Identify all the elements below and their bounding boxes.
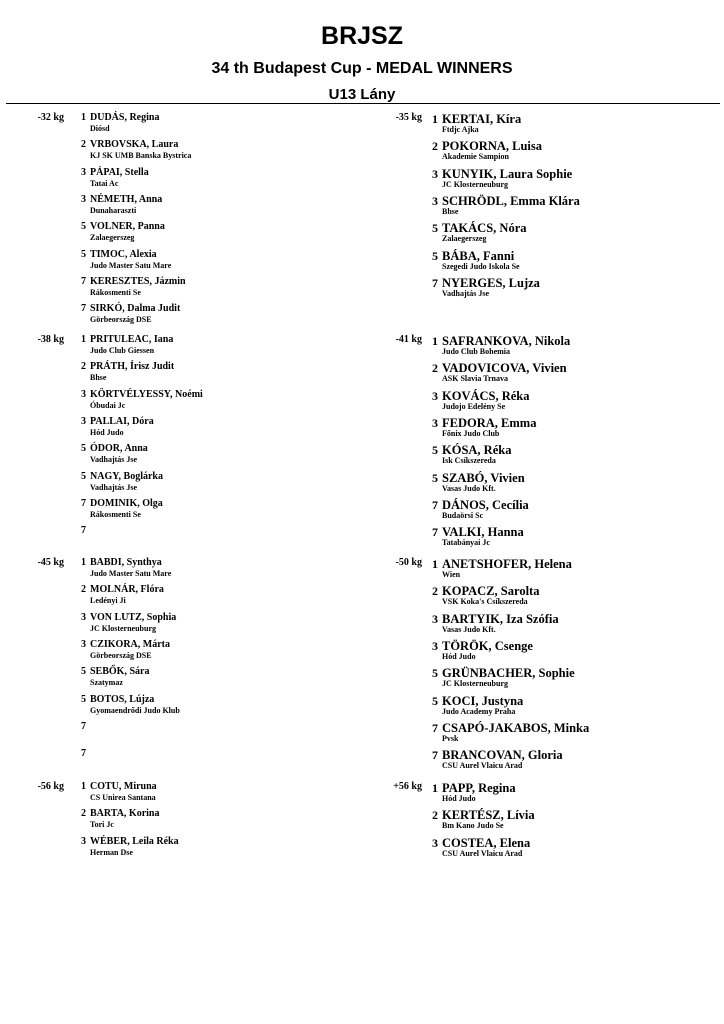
club-name: JC Klosterneuburg: [90, 623, 156, 633]
athlete-name: KÖRTVÉLYESSY, Noémi: [90, 388, 203, 400]
club-name: KJ SK UMB Banska Bystrica: [90, 151, 192, 161]
placement: 3: [432, 835, 438, 850]
placement: 5: [432, 443, 438, 458]
placement: 5: [432, 693, 438, 708]
club-name: Hód Judo: [442, 651, 476, 661]
weight-category: -38 kg: [37, 334, 64, 345]
placement: 1: [81, 334, 86, 345]
club-name: Tatai Ac: [90, 178, 119, 188]
club-name: Tori Jc: [90, 820, 114, 830]
athlete-name: COSTEA, Elena: [442, 835, 531, 850]
athlete-name: VALKI, Hanna: [442, 525, 524, 540]
placement: 2: [81, 808, 86, 820]
placement: 5: [432, 666, 438, 681]
placement: 3: [81, 166, 86, 178]
club-name: Bhse: [442, 206, 459, 216]
club-name: Judojo Edelény Se: [442, 401, 506, 411]
athlete-name: KUNYIK, Laura Sophie: [442, 166, 573, 181]
club-name: Rákosmenti Se: [90, 509, 141, 519]
athlete-name: BABDI, Synthya: [90, 557, 162, 568]
club-name: Judo Master Satu Mare: [90, 569, 172, 578]
placement: 3: [81, 835, 86, 847]
placement: 5: [432, 248, 438, 263]
athlete-name: VON LUTZ, Sophia: [90, 611, 177, 623]
athlete-name: KOCI, Justyna: [442, 693, 524, 708]
club-name: Diósd: [90, 124, 110, 133]
club-name: Akademie Sampion: [442, 152, 509, 162]
athlete-name: BRANCOVAN, Gloria: [442, 748, 563, 763]
club-name: Ledényi Ji: [90, 596, 126, 606]
club-name: Főnix Judo Club: [442, 428, 500, 438]
athlete-name: PAPP, Regina: [442, 781, 516, 795]
athlete-name: ÓDOR, Anna: [90, 443, 148, 455]
athlete-name: PRITULEAC, Iana: [90, 334, 174, 345]
athlete-name: PRÁTH, Írisz Judit: [90, 361, 175, 373]
athlete-name: VADOVICOVA, Vivien: [442, 361, 567, 376]
placement: 5: [81, 470, 86, 482]
placement: 5: [81, 443, 86, 455]
club-name: Szegedi Judo Iskola Se: [442, 261, 520, 271]
club-name: Vasas Judo Kft.: [442, 483, 496, 493]
placement: 3: [81, 415, 86, 427]
placement: 3: [432, 388, 438, 403]
club-name: Szatymaz: [90, 678, 123, 688]
placement: 3: [432, 638, 438, 653]
club-name: Tatabányai Jc: [442, 538, 490, 548]
placement: 3: [81, 388, 86, 400]
placement: 3: [81, 193, 86, 205]
weight-category: -32 kg: [37, 112, 64, 123]
placement: 7: [432, 525, 438, 540]
athlete-name: TIMOC, Alexia: [90, 248, 157, 260]
club-name: Vadhajtás Jse: [90, 482, 138, 492]
athlete-name: WÉBER, Leila Réka: [90, 835, 179, 847]
athlete-name: VRBOVSKA, Laura: [90, 139, 179, 151]
club-name: Herman Dse: [90, 847, 133, 857]
club-name: CSU Aurel Vlaicu Arad: [442, 761, 523, 771]
club-name: Gyomaendrődi Judo Klub: [90, 705, 180, 715]
placement: 5: [432, 221, 438, 236]
club-name: Hód Judo: [90, 427, 124, 437]
athlete-name: NYERGES, Lujza: [442, 275, 540, 290]
placement: 2: [81, 139, 86, 151]
page-subtitle: 34 th Budapest Cup - MEDAL WINNERS: [211, 60, 513, 77]
athlete-name: TAKÁCS, Nóra: [442, 221, 527, 236]
placement: 5: [432, 470, 438, 485]
athlete-name: SAFRANKOVA, Nikola: [442, 334, 571, 348]
athlete-name: KOPACZ, Sarolta: [442, 584, 540, 599]
athlete-name: BÁBA, Fanni: [442, 248, 515, 263]
athlete-name: DUDÁS, Regina: [90, 112, 160, 123]
placement: 7: [81, 748, 86, 760]
club-name: Judo Academy Praha: [442, 706, 516, 716]
placement: 1: [432, 781, 438, 795]
page-title: BRJSZ: [321, 22, 403, 50]
club-name: Pvsk: [442, 733, 459, 743]
weight-category: -35 kg: [395, 112, 422, 123]
placement: 5: [81, 221, 86, 233]
placement: 1: [432, 557, 438, 571]
club-name: Óbudai Jc: [90, 400, 126, 410]
header-divider: [6, 103, 720, 104]
club-name: Judo Club Giessen: [90, 346, 155, 355]
club-name: Hód Judo: [442, 794, 476, 803]
athlete-name: KÓSA, Réka: [442, 443, 512, 458]
athlete-name: PÁPAI, Stella: [90, 166, 149, 178]
placement: 7: [432, 720, 438, 735]
club-name: Judo Master Satu Mare: [90, 260, 172, 270]
club-name: Görbeország DSE: [90, 315, 152, 325]
athlete-name: KERTÉSZ, Lívia: [442, 808, 535, 823]
club-name: JC Klosterneuburg: [442, 679, 508, 689]
club-name: Isk Csíkszereda: [442, 456, 496, 466]
athlete-name: ANETSHOFER, Helena: [442, 557, 572, 571]
athlete-name: SIRKÓ, Dalma Judit: [90, 303, 181, 315]
club-name: CS Unirea Santana: [90, 793, 156, 802]
athlete-name: PALLAI, Dóra: [90, 415, 154, 427]
placement: 3: [81, 611, 86, 623]
placement: 3: [81, 638, 86, 650]
weight-category: -50 kg: [395, 557, 422, 568]
placement: 3: [432, 415, 438, 430]
athlete-name: DÁNOS, Cecília: [442, 497, 529, 512]
athlete-name: SCHRÖDL, Emma Klára: [442, 193, 580, 208]
placement: 3: [432, 611, 438, 626]
athlete-name: SEBŐK, Sára: [90, 666, 150, 678]
placement: 7: [432, 275, 438, 290]
placement: 3: [432, 193, 438, 208]
club-name: Ftdjc Ajka: [442, 125, 479, 134]
club-name: JC Klosterneuburg: [442, 179, 508, 189]
club-name: Vadhajtás Jse: [442, 288, 490, 298]
placement: 7: [432, 497, 438, 512]
club-name: Budaörsi Sc: [442, 510, 484, 520]
athlete-name: NÉMETH, Anna: [90, 193, 163, 205]
weight-category: +56 kg: [393, 781, 422, 792]
athlete-name: FEDORA, Emma: [442, 415, 537, 430]
athlete-name: BOTOS, Lújza: [90, 693, 155, 705]
athlete-name: COTU, Miruna: [90, 781, 157, 792]
placement: 7: [81, 720, 86, 732]
placement: 2: [81, 361, 86, 373]
club-name: Vasas Judo Kft.: [442, 624, 496, 634]
club-name: ASK Slavia Trnava: [442, 374, 508, 384]
weight-category: -56 kg: [37, 781, 64, 792]
placement: 1: [81, 557, 86, 568]
club-name: Rákosmenti Se: [90, 287, 141, 297]
athlete-name: GRÜNBACHER, Sophie: [442, 666, 575, 681]
club-name: Judo Club Bohemia: [442, 347, 511, 356]
placement: 1: [81, 112, 86, 123]
placement: 7: [81, 275, 86, 287]
weight-category: -45 kg: [37, 557, 64, 568]
club-name: Wien: [442, 570, 461, 579]
athlete-name: MOLNÁR, Flóra: [90, 584, 164, 596]
club-name: Dunaharaszti: [90, 205, 137, 215]
club-name: VSK Koka's Csíkszereda: [442, 597, 528, 607]
age-group-heading: U13 Lány: [328, 86, 396, 103]
club-name: Bhse: [90, 373, 107, 383]
club-name: Zalaegerszeg: [90, 233, 135, 243]
club-name: Görbeország DSE: [90, 650, 152, 660]
athlete-name: KERTAI, Kíra: [442, 112, 522, 126]
placement: 1: [432, 112, 438, 126]
athlete-name: CZIKORA, Márta: [90, 638, 170, 650]
athlete-name: TÖRÖK, Csenge: [442, 638, 533, 653]
athlete-name: KOVÁCS, Réka: [442, 388, 530, 403]
placement: 2: [81, 584, 86, 596]
placement: 3: [432, 166, 438, 181]
placement: 7: [432, 748, 438, 763]
athlete-name: BARTA, Korina: [90, 808, 160, 820]
athlete-name: DOMINIK, Olga: [90, 497, 163, 509]
club-name: CSU Aurel Vlaicu Arad: [442, 848, 523, 858]
placement: 2: [432, 139, 438, 154]
weight-category: -41 kg: [395, 334, 422, 345]
club-name: Bm Kano Judo Se: [442, 821, 504, 831]
athlete-name: KERESZTES, Jázmin: [90, 275, 186, 287]
placement: 2: [432, 584, 438, 599]
placement: 5: [81, 666, 86, 678]
placement: 5: [81, 248, 86, 260]
placement: 2: [432, 361, 438, 376]
athlete-name: SZABÓ, Vivien: [442, 470, 525, 485]
placement: 7: [81, 303, 86, 315]
athlete-name: POKORNA, Luisa: [442, 139, 543, 154]
placement: 1: [81, 781, 86, 792]
athlete-name: BARTYIK, Iza Szófia: [442, 611, 559, 626]
club-name: Zalaegerszeg: [442, 234, 487, 244]
placement: 5: [81, 693, 86, 705]
placement: 1: [432, 334, 438, 348]
placement: 2: [432, 808, 438, 823]
athlete-name: CSAPÓ-JAKABOS, Minka: [442, 720, 590, 735]
placement: 7: [81, 497, 86, 509]
athlete-name: VOLNER, Panna: [90, 221, 165, 233]
athlete-name: NAGY, Boglárka: [90, 470, 163, 482]
placement: 7: [81, 525, 86, 537]
club-name: Vadhajtás Jse: [90, 455, 138, 465]
